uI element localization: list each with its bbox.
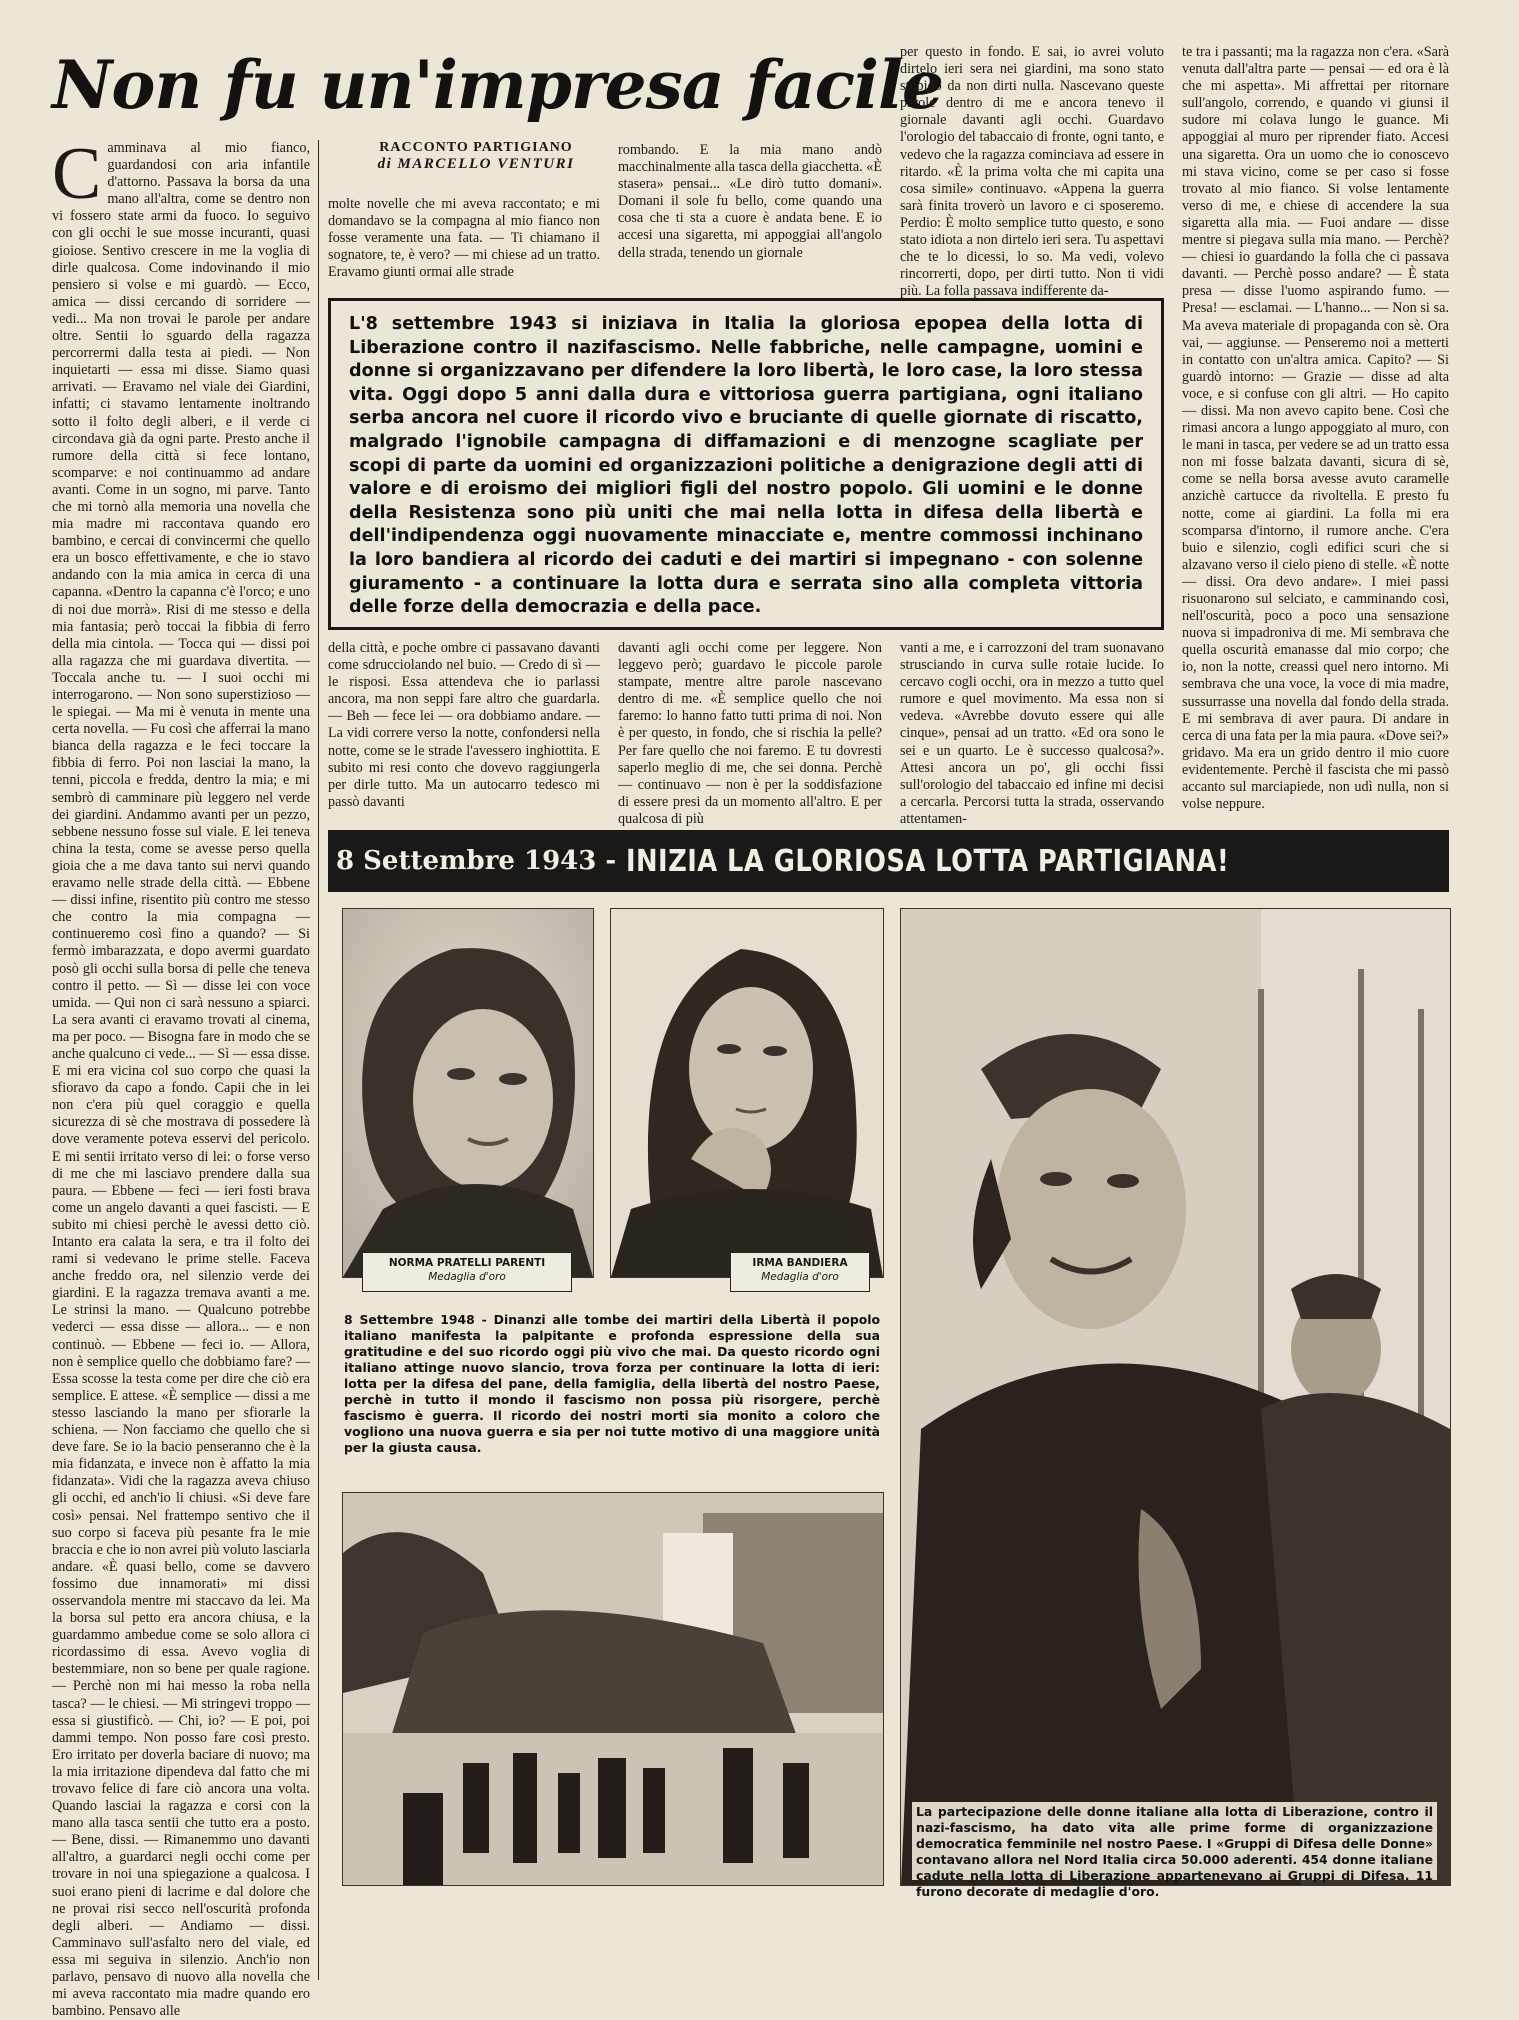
- portrait-photo-norma: [342, 908, 594, 1278]
- story-text-3a: rombando. E la mia mano andò macchinalmente alla tasca della giacchetta. «È stasera» pensai... «Le dirò tutto domani». Domani il sole fu bello, come quando una cosa che ti sta a cuore è andata bene. E io accesi una sigaretta, mi appoggiai all'angolo della strada, tenendo un giornale: [618, 142, 882, 261]
- caption-name: IRMA BANDIERA: [752, 1257, 848, 1269]
- story-text-1: amminava al mio fianco, guardandosi con aria infantile d'attorno. Passava la borsa da una mano all'altra, come se dentro non vi fossero state armi da fuoco. Io seguivo con gli occhi le sue mosse incuranti, quasi gioiose. Sentivo crescere in me la voglia di dirle qualcosa. Come indovinando il mio pensiero si volse e mi guardò. — Ecco, amica — dissi cercando di sorridere — vedi... Ma non trovai le parole per andare oltre. Sentii lo sguardo della ragazza percorrermi dalla testa ai piedi. — Non inquietarti — essa mi disse. Siamo quasi arrivati. — Eravamo nel viale dei Giardini, infatti; ci stavamo lentamente inoltrando sotto il folto degli alberi, e il verde ci circondava già da ogni parte. Presto anche il rumore della città si fece lontano, scomparve: e noi continuammo ad andare avanti. Come in un sogno, mi parve. Tanto che mi tornò alla memoria una novella che mia madre mi raccontava quando ero bambino, e cercai di convincermi che quello era un bosco effettivamente, e che io stavo andando con la mia amica in cerca di una capanna. «Dentro la capanna c'è l'orco; e uno di noi due morrà». Risi di me stesso e della mia fantasia; però toccai la fibbia di ferro della mia cintola. — Tocca qui — dissi poi alla ragazza che mi guardava divertita. — Toccala anche tu. — I suoi occhi mi interrogarono. — Non sono superstizioso — le spiegai. — Ma mi è venuta in mente una certa novella. — Fu così che afferrai la mano bianca della ragazza e le feci toccare la fibbia di ferro. Poi non lasciai la mano, la tenni, piccola e fredda, dentro la mia; e mi sembrò di camminare più leggero nel verde dei giardini. Andammo avanti per un pezzo, sebbene nessuno fosse sul viale. E lei teneva china la testa, come se avesse perso quella gioia che a me dava tanto sui nervi quando eravamo nelle strade della città. — Ebbene — dissi infine, risentito più contro me stesso che contro la mia compagna — continueremo così fino a quando? — Si fermò imbarazzata, e dopo avermi guardato posò gli occhi sulla borsa di pelle che teneva contro il petto. — Sì — disse lei con voce umida. — Qui non ci sarà nessuno a spiarci. La sera avanti ci eravamo trovati al cinema, ma per poco. — Bisogna fare in modo che se anche qualcuno ci vede... — Sì — essa disse. E mi era vicina col suo corpo che quasi la sfioravo da capo a fondo. Capii che in lei non c'era più quel coraggio e quella sicurezza di sè che mostrava di possedere là dove veramente poteva esservi del pericolo. E mi sentii irritato verso di lei: o forse verso di me che mi lasciavo prendere dalla sua paura. — Ebbene — feci — ieri fosti brava come un angelo davanti a quei fascisti. — E subito mi chiesi perchè le avessi detto ciò. Intanto era calata la sera, e tra il folto dei rami si vedevano le prime stelle. Faceva anche freddo ora, nel silenzio verde dei giardini. E la ragazza tremava avanti a me. Le strinsi la mano. — Qualcuno potrebbe vederci — essa disse — allora... — e non continuò. — Ebbene — feci io. — Allora, non è semplice quello che dobbiamo fare? — Essa scosse la testa come per dire che ciò era semplice. E attese. «È semplice — dissi a me stesso lasciando la mano per sfiorarle la schiena. — Non facciamo che quello che si deve fare. Se io la bacio penseranno che è la mia fidanzata, e invece non è affatto la mia fidanzata». Vidi che la ragazza aveva chiuso gli occhi, ed anch'io li chiusi. «Si deve fare così» pensai. Nel frattempo sentivo che il suo corpo si faceva più pesante fra le mie braccia e che io non avrei più voluto lasciarla andare. «È quasi bello, come se davvero fossimo due innamorati» mi dissi osservandola mentre mi staccavo da lei. Ma la borsa sul petto era ancora chiusa, e la guardammo ambedue come se solo allora ci ricordassimo di essa. Avevo voglia di bestemmiare, non so bene per quale ragione. — Perchè non mi hai messo la roba nella tasca? — le chiesi. — Mi stringevi troppo — essa si giustificò. — Chi, io? — E poi, poi dammi tempo. Non posso fare così presto. Ero irritato per doverla baciare di nuovo; ma la mia irritazione dipendeva dal fatto che mi trovavo felice di fare ciò ancora una volta. Quando lasciai la ragazza e corsi con la mano alla tasca sentii che tutto era a posto. — Bene, dissi. — Rimanemmo uno davanti all'altro, a guardarci negli occhi come per trovare in noi una spiegazione a qualcosa. I suoi erano pieni di lacrime e dal dolore che ne provai risi secco nell'oscurità profonda degli alberi. — Andiamo — dissi. Camminavo sull'asfalto nero del viale, ed essa mi seguiva in silenzio. Anch'io non parlavo, pensavo di nuovo alla novella che mi aveva raccontato mia madre quando ero bambino. Pensavo alle: [52, 140, 310, 2020]
- story-column-2a: [328, 196, 600, 288]
- editorial-box: L'8 settembre 1943 si iniziava in Italia la gloriosa epopea della lotta di Liberazione contro il nazifascismo. Nelle fabbriche, nelle campagne, uomini e donne si organizzavano per difendere la loro libertà, le loro case, la loro stessa vita. Oggi dopo 5 anni dalla dura e vittoriosa guerra partigiana, ogni italiano serba ancora nel cuore il ricordo vivo e bruciante di quelle giornate di riscatto, malgrado l'ignobile campagna di diffamazioni e di menzogne scagliate per scopi di parte da uomini ed organizzazioni politiche a denigrazione degli atti di valore e di eroismo dei migliori figli del nostro popolo. Gli uomini e le donne della Resistenza sono più uniti che mai nella lotta in difesa della libertà e dell'indipendenza oggi nuovamente minacciate e, mentre commossi inchinano la loro bandiera al ricordo dei caduti e dei martiri si impegnano - con solenne giuramento - a continuare la lotta dura e serrata sino alla completa vittoria delle forze della democrazia e della pace.: [328, 298, 1164, 630]
- byline-kicker: RACCONTO PARTIGIANO: [379, 140, 573, 155]
- story-column-4a: [900, 44, 1164, 300]
- story-text-5: te tra i passanti; ma la ragazza non c'era. «Sarà venuta dall'altra parte — pensai — ed ora è là che mi aspetta». Mi affrettai per ritornare sull'angolo, correndo, e quando vi giunsi il sudore mi colava lungo le guance. Mi appoggiai al muro per riprender fiato. Accesi una sigaretta. Ora un uomo che io conoscevo mi stava vicino, come se per caso si fosse trovato al mio fianco. Si volse lentamente verso di me, e chiese di accendere la sua sigaretta alla mia. — Fuoi andare — disse mentre si piegava sulla mia mano. — Perchè? — chiesi io guardando la folla che ci passava davanti. — Perchè posso andare? — È stata presa — disse l'uomo aspirando fumo. — Presa! — esclamai. — L'hanno... — Non si sa. Ma aveva materiale di propaganda con sè. Ora vai, — aggiunse. — Penseremo noi a metterti in contatto con un'altra amica. Capito? — Si guardò intorno: — Grazie — disse ad alta voce, e si confuse con gli altri. — Ho capito — dissi. Ma non avevo capito bene. Così che rimasi ancora a lungo appoggiato al muro, con le mani in tasca, per vedere se ad un tratto essa non mi fosse balzata davanti, sicura di sè, come se nella borsa avesse avuto caramelle anzichè cartucce da rivoltella. E presto fu notte, come ai giardini. La folla mi era scomparsa d'intorno, il rumore anche. C'era buio e silenzio, cogli edifici scuri che si alzavano verso il cielo pieno di stelle. «È notte — dissi. Ora devo andare». I miei passi risuonarono sul selciato, e camminando così, nell'oscurità, poco a poco una sensazione nuova si impadroniva di me. Mi sembrava che quella oscurità emanasse dal mio corpo; che io, non la notte, creassi quel nero intorno. Mi sembrava che una voce, la voce di mia madre, sussurrasse una novella dal fondo della strada. E mi sembrava di aver paura. Di andare in cerca di una fata per la mia paura. «Dove sei?» gridavo. Ma era un grido dentro il mio cuore evidentemente. Perchè il fascista che mi passò accanto sul marciapiede, non udì nulla, non si volse neppure.: [1182, 44, 1449, 813]
- partisan-caption: La partecipazione delle donne italiane alla lotta di Liberazione, contro il nazi-fascismo, ha dato vita alle prime forme di organizzazione democratica femminile nel nostro Paese. I «Gruppi di Difesa delle Donne» contavano allora nel Nord Italia circa 50.000 aderenti. 454 donne italiane cadute nella lotta di Liberazione appartenevano ai Gruppi di Difesa. 11 furono decorate di medaglie d'oro.: [912, 1802, 1437, 1880]
- drop-cap: C: [52, 133, 102, 215]
- story-column-3b: [618, 640, 882, 827]
- caption-medal: Medaglia d'oro: [761, 1271, 839, 1283]
- portrait-photo-irma: [610, 908, 884, 1278]
- partisan-illustration: [901, 909, 1450, 1885]
- story-text-2b: della città, e poche ombre ci passavano davanti come sdrucciolando nel buio. — Credo di sì — le risposi. Essa attendeva che io parlassi ancora, ma non seppi fare altro che guardarla. — Beh — fece lei — ora dobbiamo andare. — La vidi correre verso la notte, confondersi nella notte, come se le strade l'avessero inghiottita. E subito mi resi conto che dovevo raggiungerla per dirle tutto. Ma un autocarro tedesco mi passò davanti: [328, 640, 600, 810]
- partisan-woman-photo: [900, 908, 1451, 1886]
- story-column-3a: [618, 142, 882, 288]
- portrait-caption-norma: [362, 1252, 572, 1292]
- story-text-4b: vanti a me, e i carrozzoni del tram suonavano strusciando in curva sulle rotaie lucide. Io cercavo cogli occhi, ora in mezzo a tutto quel rumore e quel movimento. Ma essa non si vedeva. «Avrebbe dovuto essere qui alle cinque», pensai ad un tratto. «Ed ora sono le sei e un quarto. Le è successo qualcosa?». Attesi ancora un po', gli occhi fissi sull'orologio del tabaccaio ed infine mi decisi a cercarla. Percorsi tutta la strada, osservando attentamen-: [900, 640, 1164, 827]
- portrait-illustration: [611, 909, 883, 1277]
- byline-author: di MARCELLO VENTURI: [377, 156, 575, 172]
- banner-headline: INIZIA LA GLORIOSA LOTTA PARTIGIANA!: [626, 843, 1230, 879]
- story-column-1: [52, 133, 310, 2020]
- byline: [321, 140, 631, 173]
- section-banner: [328, 830, 1449, 892]
- memorial-crowd-photo: [342, 1492, 884, 1886]
- column-rule: [318, 140, 319, 1980]
- portrait-caption-irma: [730, 1252, 870, 1292]
- article-title: Non fu un'impresa facile: [52, 46, 944, 124]
- caption-name: NORMA PRATELLI PARENTI: [388, 1257, 546, 1269]
- story-column-5: [1182, 44, 1449, 820]
- banner-date: 8 Settembre 1943 -: [336, 846, 617, 876]
- story-text-4a: per questo in fondo. E sai, io avrei voluto dirtelo ieri sera nei giardini, ma sono stato stupido da non dirti nulla. Nascevano queste parole dentro di me e ancora tenevo il giornale davanti agli occhi. Guardavo l'orologio del tabaccaio di fronte, ogni tanto, e vedevo che la ragazza cominciava ad essere in ritardo. «È la prima volta che mi capita una cosa simile» continuavo. «Appena la guerra sarà finita troverò un lavoro e ci sposeremo. Perdio: È molto semplice tutto questo, e sono stato idiota a non dirtelo ieri sera. Tu aspettavi che te lo dicessi, lo so. Ma vedi, volevo rincorrerti, dopo, per dirti tutto. Non ti vidi più. La folla passava indifferente da-: [900, 44, 1164, 300]
- portrait-illustration: [343, 909, 593, 1277]
- story-text-3b: davanti agli occhi come per leggere. Non leggevo però; guardavo le piccole parole stampate, mentre altre parole nascevano dentro di me. «È semplice quello che noi faremo: lo hanno fatto tutti prima di noi. Non è per questo, in fondo, che si rischia la pelle? Per fare quello che noi faremo. E tu dovresti saperlo meglio di me, che sei donna. Perchè — continuavo — non è per la soddisfazione di essere presi da un momento all'altro. E per qualcosa di più: [618, 640, 882, 827]
- story-column-2b: [328, 640, 600, 820]
- story-text-2a: molte novelle che mi aveva raccontato; e mi domandavo se la compagna al mio fianco non fosse veramente una fata. — Ti chiamano il sognatore, te, è vero? — mi chiese ad un tratto. Eravamo giunti ormai alle strade: [328, 196, 600, 281]
- caption-medal: Medaglia d'oro: [428, 1271, 506, 1283]
- story-column-4b: [900, 640, 1164, 827]
- commemoration-caption: 8 Settembre 1948 - Dinanzi alle tombe dei martiri della Libertà il popolo italiano manifesta la palpitante e profonda espressione della sua gratitudine e del suo ricordo oggi più vivo che mai. Da questo ricordo ogni italiano attinge nuovo slancio, trova forza per continuare la lotta di ieri: lotta per la difesa del pane, della famiglia, della libertà del nostro Paese, perchè in tutto il mondo il fascismo non possa più risorgere, perchè fascismo è guerra. Il ricordo dei nostri morti sia monito a coloro che vogliono una nuova guerra e sia per noi tutte motivo di una maggiore unità per la giusta causa.: [344, 1312, 880, 1455]
- crowd-illustration: [343, 1493, 883, 1885]
